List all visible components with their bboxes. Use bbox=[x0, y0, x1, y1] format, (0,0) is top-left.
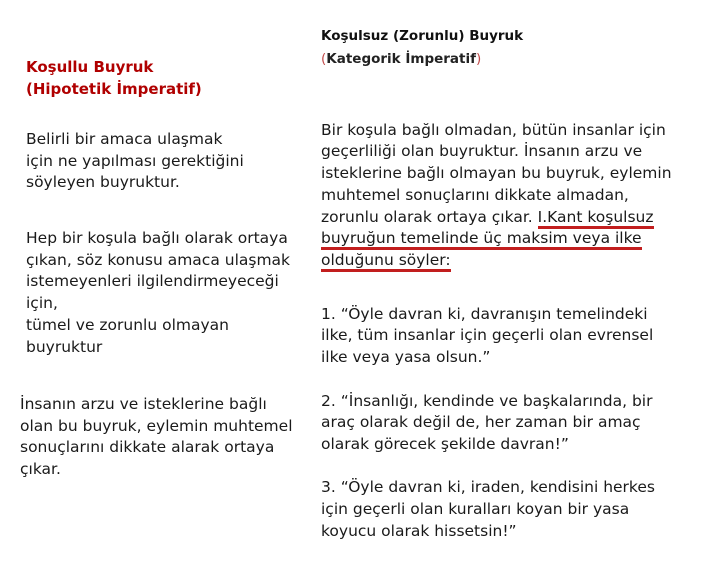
left-definition: Belirli bir amaca ulaşmak için ne yapılması gerektiğini söyleyen buyruktur. bbox=[26, 130, 244, 192]
maxim-item-1: 1. “Öyle davran ki, davranışın temelindeki ilke, tüm insanlar için geçerli olan evrensel ilke veya yasa olsun.” bbox=[321, 304, 654, 367]
kant-underlined-1: I.Kant koşulsuz bbox=[538, 208, 654, 229]
left-title: Koşullu Buyruk (Hipotetik İmperatif) bbox=[26, 58, 202, 98]
maxim-item-2: 2. “İnsanlığı, kendinde ve başkalarında, bir araç olarak değil de, her zaman bir amaç olarak görecek şekilde davran!” bbox=[321, 391, 653, 453]
kant-underlined-2: buyruğun temelinde üç maksim veya ilke bbox=[321, 229, 642, 250]
intro-plain-text: Bir koşula bağlı olmadan, bütün insanlar için geçerliliği olan buyruktur. İnsanın arzu ve isteklerine bağlı olmayan bu buyruk, eylemin muhtemel sonuçlarını dikkate almadan, zorunlu olarak ortaya çıkar. bbox=[321, 120, 672, 226]
left-paragraph-3: İnsanın arzu ve isteklerine bağlı olan bu buyruk, eylemin muhtemel sonuçlarını dikkate alarak ortaya çıkar. bbox=[20, 395, 293, 479]
subtitle-paren-close: ) bbox=[476, 51, 482, 67]
right-subtitle bbox=[321, 48, 481, 70]
subtitle-paren-open: ( bbox=[321, 51, 327, 67]
kant-underlined-3: olduğunu söyler: bbox=[321, 251, 451, 272]
left-paragraph-2: Hep bir koşula bağlı olarak ortaya çıkan, söz konusu amaca ulaşmak istemeyenleri ilgilendirmeyeceği için, tümel ve zorunlu olmayan buyruktur bbox=[26, 229, 291, 356]
subtitle-text: Kategorik İmperatif bbox=[326, 51, 476, 67]
right-intro bbox=[321, 98, 713, 272]
maxims-list bbox=[321, 282, 655, 564]
right-title: Koşulsuz (Zorunlu) Buyruk bbox=[321, 28, 524, 44]
maxim-item-3: 3. “Öyle davran ki, iraden, kendisini herkes için geçerli olan kuralları koyan bir yasa koyucu olarak hissetsin!” bbox=[321, 478, 655, 540]
